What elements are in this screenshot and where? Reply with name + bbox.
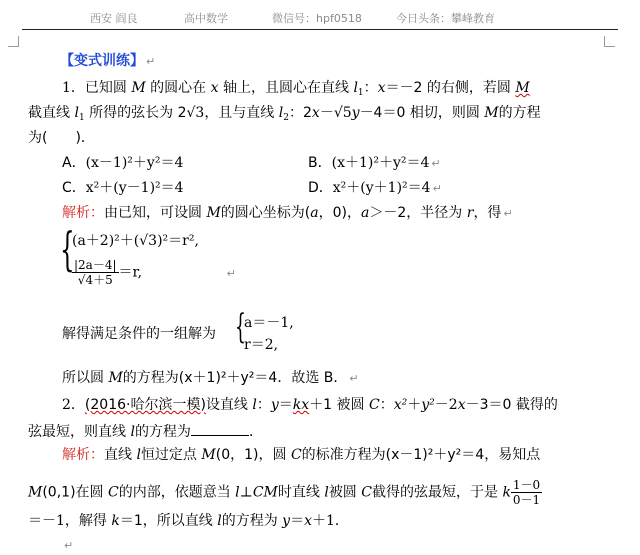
q2-analysis-line-1: 解析：直线 l恒过定点 M(0，1)，圆 C的标准方程为(x－1)²＋y²＝4，易知点 <box>62 447 541 463</box>
option-c: C．x²＋(y－1)²＝4 <box>62 180 184 196</box>
q1-analysis-line: 解析：由已知，可设圆 M的圆心坐标为(a，0)，a＞－2，半径为 r，得 ↵ <box>62 205 513 221</box>
system2-eq2: r＝2, <box>244 337 279 353</box>
system-brace-1: { <box>60 222 75 276</box>
header-toutiao: 今日头条：攀峰教育 <box>396 12 495 25</box>
q1-line-2: 截直线 $l_1$ 所得的弦长为 2√3，且与直线 $l_2$：2x－√5y－4＝0 相切，则圆 M的方程 <box>28 105 541 123</box>
section-title: 【变式训练】 <box>60 53 144 69</box>
slope-fraction: $\frac{1-0}{0-1}$ <box>512 478 541 507</box>
q2-line-2: 弦最短，则直线 l的方程为 ． <box>28 421 263 441</box>
option-b: B．(x＋1)²＋y²＝4 ↵ <box>308 155 441 171</box>
q1-line-3: 为( )． <box>28 130 95 146</box>
header-rule <box>22 29 618 30</box>
page-header <box>0 0 640 26</box>
header-wechat: 微信号：hpf0518 <box>272 12 362 25</box>
header-subject: 高中数学 <box>184 12 228 25</box>
analysis-label: 解析： <box>62 205 104 221</box>
q1-conclusion: 所以圆 M的方程为(x＋1)²＋y²＝4．故选 B． ↵ <box>62 370 359 386</box>
system2-eq1: a＝－1, <box>244 315 294 331</box>
option-a: A．(x－1)²＋y²＝4 <box>62 155 184 171</box>
margin-corner-right <box>604 36 615 47</box>
margin-corner-left <box>8 36 19 47</box>
q2-line-1: 2．(2016·哈尔滨一模)设直线 l：y＝kx＋1 被圆 C：x²＋y²－2x－3＝0 截得的 <box>62 397 558 413</box>
header-author: 西安 阎良 <box>90 12 138 25</box>
q1-line-1: 1．已知圆 M 的圆心在 x 轴上，且圆心在直线 $l_1$：x＝－2 的右侧，若圆 M <box>62 80 530 98</box>
section-title-line: 【变式训练】 ↵ <box>60 53 156 69</box>
q2-analysis-line-3: ＝－1，解得 k＝1，所以直线 l的方程为 y＝x＋1． <box>28 513 349 529</box>
system1-eq2: $\frac{|2a-4|}{√4+5}$ ＝r, ↵ <box>74 258 236 287</box>
answer-blank <box>191 421 249 436</box>
solve-line: 解得满足条件的一组解为 <box>62 326 216 342</box>
option-d: D．x²＋(y＋1)²＝4 ↵ <box>308 180 442 196</box>
system-brace-2: { <box>235 307 246 347</box>
trailing-return: ↵ <box>64 539 74 552</box>
q2-analysis-line-2: M(0,1)在圆 C的内部，依题意当 l⊥CM时直线 l被圆 C截得的弦最短，于是 k $\frac{1-0}{0-1}$ <box>28 478 541 507</box>
system1-eq1: (a＋2)²＋(√3)²＝r², <box>72 233 199 249</box>
